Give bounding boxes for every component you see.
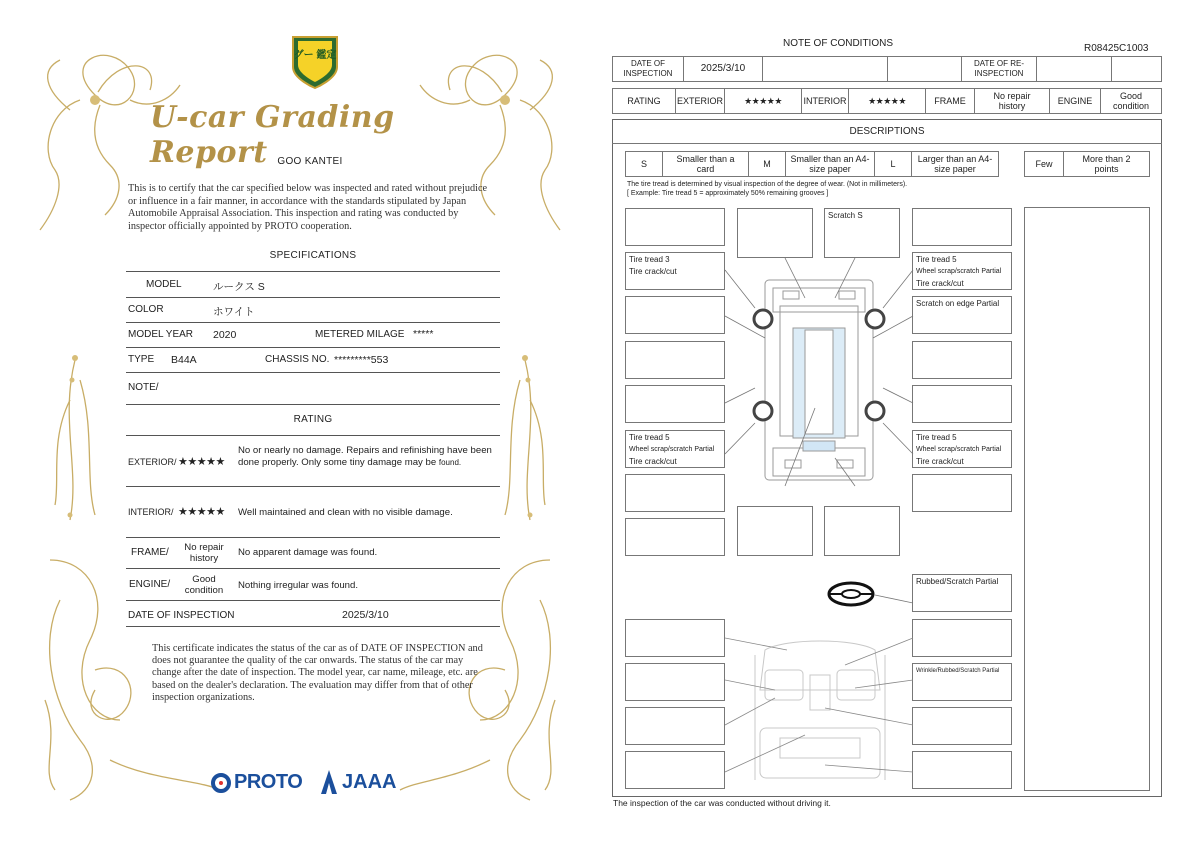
divider — [126, 297, 500, 298]
legend-key: Few — [1024, 151, 1064, 177]
box-fr-line3: Tire crack/cut — [916, 279, 964, 288]
interior-label: INTERIOR — [801, 88, 849, 114]
interior-desc: Well maintained and clean with no visible damage. — [238, 507, 453, 518]
proto-logo-icon — [211, 772, 233, 794]
goo-kantei-badge — [289, 33, 341, 91]
rating-heading: RATING — [293, 414, 333, 425]
frame-value: No repair history — [184, 542, 224, 564]
engine-label: ENGINE — [1049, 88, 1101, 114]
date-of-inspection-label: DATE OF INSPECTION — [612, 56, 684, 82]
damage-box — [737, 506, 813, 556]
divider — [126, 626, 500, 627]
damage-box — [912, 341, 1012, 379]
jaaa-logo-icon — [319, 769, 339, 795]
model-year-label: MODEL YEAR — [128, 329, 194, 340]
chassis-value: *********553 — [334, 354, 389, 366]
color-label: COLOR — [128, 304, 164, 315]
exterior-stars: ★★★★★ — [178, 456, 225, 468]
divider — [126, 568, 500, 569]
frame-value: No repair history — [974, 88, 1050, 114]
damage-box — [912, 707, 1012, 745]
interior-stars: ★★★★★ — [178, 506, 225, 518]
frame-label: FRAME — [925, 88, 975, 114]
exterior-desc-small: found. — [438, 458, 462, 467]
box-fl-line2: Tire crack/cut — [629, 267, 677, 276]
damage-box — [912, 474, 1012, 512]
damage-box — [912, 208, 1012, 246]
interior-stars: ★★★★★ — [848, 88, 926, 114]
proto-logo: PROTO — [234, 771, 303, 793]
steering-wheel-icon — [826, 580, 876, 610]
chassis-label: CHASSIS NO. — [265, 354, 330, 365]
car-top-view-diagram — [725, 258, 915, 488]
metered-milage-value: ***** — [413, 328, 434, 340]
box-seat: Wrinkle/Rubbed/Scratch Partial — [916, 668, 1000, 674]
divider — [126, 271, 500, 272]
legend-desc: Smaller than a card — [662, 151, 749, 177]
legend-desc: Smaller than an A4-size paper — [785, 151, 875, 177]
damage-box — [625, 707, 725, 745]
interior-label: INTERIOR/ — [128, 507, 174, 517]
box-edge: Scratch on edge Partial — [916, 299, 1000, 308]
engine-value: Good condition — [1100, 88, 1162, 114]
descriptions-heading: DESCRIPTIONS — [612, 119, 1162, 144]
note-title: NOTE OF CONDITIONS — [783, 38, 893, 49]
exterior-desc — [238, 445, 496, 469]
empty-cell — [1036, 56, 1112, 82]
empty-cell — [762, 56, 888, 82]
remarks-column — [1024, 207, 1150, 791]
footer-disclaimer: This certificate indicates the status of the car as of DATE OF INSPECTION and does not guarantee the quality of the car onwards. The status of the car may change after the date of inspection. The model year, car name, mileage, etc. are based on the dealer's declaration. The evaluation may differ from that of other inspection organizations. — [152, 643, 483, 703]
damage-box — [625, 751, 725, 789]
specifications-heading: SPECIFICATIONS — [269, 250, 357, 261]
date-value: 2025/3/10 — [342, 609, 389, 621]
report-title: U-car Grading Report — [150, 100, 395, 170]
engine-label: ENGINE/ — [129, 579, 171, 590]
jaaa-logo: JAAA — [342, 771, 397, 793]
frame-desc: No apparent damage was found. — [238, 547, 378, 558]
exterior-desc-text: No or nearly no damage. Repairs and refinishing have been done properly. Only some tiny damage may be — [238, 445, 492, 468]
box-fr-line1: Tire tread 5 — [916, 255, 957, 264]
note-of-conditions — [600, 0, 1200, 848]
damage-box — [625, 208, 725, 246]
empty-cell — [887, 56, 962, 82]
model-label: MODEL — [146, 279, 182, 290]
damage-box — [912, 751, 1012, 789]
box-fl-line1: Tire tread 3 — [629, 255, 670, 264]
box-rr-line2: Wheel scrap/scratch Partial — [916, 446, 1002, 453]
leader-line — [875, 585, 915, 605]
damage-box — [912, 385, 1012, 423]
tread-note-1: The tire tread is determined by visual inspection of the degree of wear. (Not in millimeters). — [627, 181, 908, 188]
color-value: ホワイト — [213, 306, 255, 318]
divider — [126, 347, 500, 348]
box-wheel: Rubbed/Scratch Partial — [916, 577, 999, 586]
divider — [126, 372, 500, 373]
rating-label: RATING — [612, 88, 676, 114]
divider — [126, 537, 500, 538]
empty-cell — [1111, 56, 1162, 82]
box-rl-line2: Wheel scrap/scratch Partial — [629, 446, 715, 453]
divider — [126, 486, 500, 487]
damage-box — [625, 663, 725, 701]
exterior-stars: ★★★★★ — [724, 88, 802, 114]
report-subtitle: GOO KANTEI — [277, 156, 343, 167]
engine-value: Good condition — [184, 574, 224, 596]
date-of-inspection-value: 2025/3/10 — [683, 56, 763, 82]
box-fr-line2: Wheel scrap/scratch Partial — [916, 268, 1002, 275]
damage-box — [625, 296, 725, 334]
divider — [126, 435, 500, 436]
divider — [126, 600, 500, 601]
exterior-label: EXTERIOR/ — [128, 457, 177, 467]
box-scratch-s: Scratch S — [828, 211, 863, 220]
damage-box — [625, 518, 725, 556]
model-value: ルークス S — [213, 281, 265, 293]
tread-note-2: [ Example: Tire tread 5 = approximately 50% remaining grooves ] — [627, 190, 829, 197]
note-label: NOTE/ — [128, 382, 159, 393]
type-label: TYPE — [128, 354, 155, 365]
damage-box — [824, 506, 900, 556]
divider — [126, 322, 500, 323]
interior-diagram — [725, 630, 915, 790]
type-value: B44A — [171, 354, 197, 366]
note-ref: R08425C1003 — [1084, 43, 1149, 54]
metered-milage-label: METERED MILAGE — [315, 329, 405, 340]
divider — [126, 404, 500, 405]
exterior-label: EXTERIOR — [675, 88, 725, 114]
damage-box — [625, 474, 725, 512]
box-rl-line3: Tire crack/cut — [629, 457, 677, 466]
damage-box — [912, 619, 1012, 657]
intro-text: This is to certify that the car specified below was inspected and rated without prejudice or influence in a fair manner, in accordance with the standards stipulated by Japan Automobile Appraisal Association. This inspection and rating was conducted by inspector officially appointed by PROTO cooperation. — [128, 183, 488, 232]
legend-desc: More than 2 points — [1063, 151, 1150, 177]
box-rr-line3: Tire crack/cut — [916, 457, 964, 466]
date-of-reinspection-label: DATE OF RE-INSPECTION — [961, 56, 1037, 82]
bottom-note: The inspection of the car was conducted without driving it. — [613, 798, 831, 808]
date-label: DATE OF INSPECTION — [128, 610, 235, 621]
shield-icon — [289, 33, 341, 91]
box-rr-line1: Tire tread 5 — [916, 433, 957, 442]
badge-text: グー 鑑定 — [293, 50, 337, 61]
damage-box — [737, 208, 813, 258]
legend-desc: Larger than an A4-size paper — [911, 151, 999, 177]
engine-desc: Nothing irregular was found. — [238, 580, 358, 591]
box-rl-line1: Tire tread 5 — [629, 433, 670, 442]
damage-box — [625, 341, 725, 379]
model-year-value: 2020 — [213, 329, 237, 341]
legend-key: S — [625, 151, 663, 177]
legend-key: L — [874, 151, 912, 177]
damage-box — [625, 385, 725, 423]
damage-box — [625, 619, 725, 657]
legend-key: M — [748, 151, 786, 177]
frame-label: FRAME/ — [131, 547, 169, 558]
